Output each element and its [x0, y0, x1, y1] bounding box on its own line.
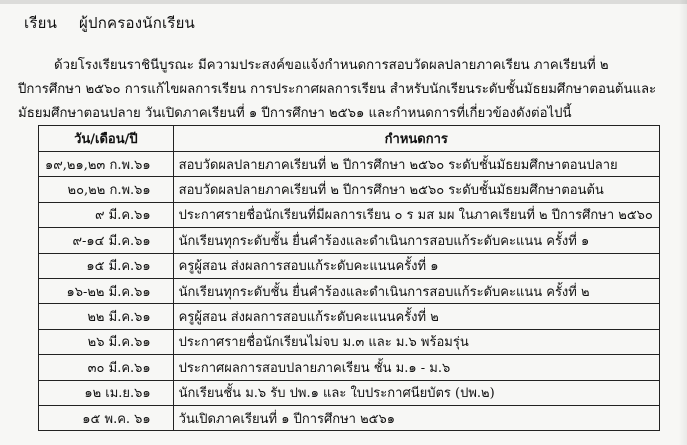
table-row	[39, 355, 660, 380]
table-row	[39, 202, 660, 227]
table-header-row	[39, 126, 660, 152]
salutation	[24, 11, 195, 35]
row-date: ๑๕ มี.ค.๖๑	[39, 253, 174, 278]
row-activity: นักเรียนทุกระดับชั้น ยื่นคำร้องและดำเนินการสอบแก้ระดับคะแนน ครั้งที่ ๒	[173, 278, 659, 303]
row-activity: ประกาศรายชื่อนักเรียนไม่จบ ม.๓ และ ม.๖ พร้อมรุ่น	[173, 329, 659, 354]
row-activity: ประกาศผลการสอบปลายภาคเรียน ชั้น ม.๑ - ม.๖	[173, 355, 659, 380]
row-date: ๑๖-๒๒ มี.ค.๖๑	[39, 278, 174, 303]
row-activity: วันเปิดภาคเรียนที่ ๑ ปีการศึกษา ๒๕๖๑	[173, 405, 659, 430]
table-row	[39, 405, 660, 430]
row-activity: ประกาศรายชื่อนักเรียนที่มีผลการเรียน ๐ ร มส มผ ในภาคเรียนที่ ๒ ปีการศึกษา ๒๕๖๐	[173, 202, 659, 227]
row-date: ๙-๑๔ มี.ค.๖๑	[39, 228, 174, 253]
table-row	[39, 380, 660, 405]
row-activity: สอบวัดผลปลายภาคเรียนที่ ๒ ปีการศึกษา ๒๕๖๐ ระดับชั้นมัธยมศึกษาตอนต้น	[173, 177, 659, 202]
salutation-recipient: ผู้ปกครองนักเรียน	[79, 14, 196, 32]
row-date: ๒๒ มี.ค.๖๑	[39, 304, 174, 329]
table-row	[39, 329, 660, 354]
row-date: ๑๒ เม.ย.๖๑	[39, 380, 174, 405]
row-date: ๑๙,๒๑,๒๓ ก.พ.๖๑	[39, 152, 174, 177]
row-date: ๙ มี.ค.๖๑	[39, 202, 174, 227]
row-activity: ครูผู้สอน ส่งผลการสอบแก้ระดับคะแนนครั้งที่ ๑	[173, 253, 659, 278]
intro-line: ปีการศึกษา ๒๕๖๐ การแก้ไขผลการเรียน การประกาศผลการเรียน สำหรับนักเรียนระดับชั้นมัธยมศึกษาตอนต้นและ	[18, 82, 657, 97]
row-date: ๒๖ มี.ค.๖๑	[39, 329, 174, 354]
row-activity: สอบวัดผลปลายภาคเรียนที่ ๒ ปีการศึกษา ๒๕๖๐ ระดับชั้นมัธยมศึกษาตอนปลาย	[173, 152, 659, 177]
header-date: วัน/เดือน/ปี	[39, 126, 174, 152]
intro-paragraph	[18, 54, 678, 126]
row-activity: ครูผู้สอน ส่งผลการสอบแก้ระดับคะแนนครั้งที่ ๒	[173, 304, 659, 329]
intro-line: ด้วยโรงเรียนราชินีบูรณะ มีความประสงค์ขอแจ้งกำหนดการสอบวัดผลปลายภาคเรียน ภาคเรียนที่ ๒	[54, 58, 609, 73]
table-row	[39, 253, 660, 278]
table-row	[39, 177, 660, 202]
salutation-word: เรียน	[24, 14, 58, 32]
table-row	[39, 278, 660, 303]
row-date: ๓๐ มี.ค.๖๑	[39, 355, 174, 380]
row-date: ๑๕ พ.ค. ๖๑	[39, 405, 174, 430]
table-row	[39, 228, 660, 253]
row-activity: นักเรียนชั้น ม.๖ รับ ปพ.๑ และ ใบประกาศนียบัตร (ปพ.๒)	[173, 380, 659, 405]
schedule-table	[38, 125, 660, 431]
top-edge	[0, 0, 687, 4]
table-row	[39, 152, 660, 177]
table-row	[39, 304, 660, 329]
row-date: ๒๐,๒๒ ก.พ.๖๑	[39, 177, 174, 202]
row-activity: นักเรียนทุกระดับชั้น ยื่นคำร้องและดำเนินการสอบแก้ระดับคะแนน ครั้งที่ ๑	[173, 228, 659, 253]
page-edge-shadow	[679, 0, 687, 445]
header-activity: กำหนดการ	[173, 126, 659, 152]
intro-line: มัธยมศึกษาตอนปลาย วันเปิดภาคเรียนที่ ๑ ปีการศึกษา ๒๕๖๑ และกำหนดการที่เกี่ยวข้องดังต่อไปนี้	[18, 106, 572, 121]
